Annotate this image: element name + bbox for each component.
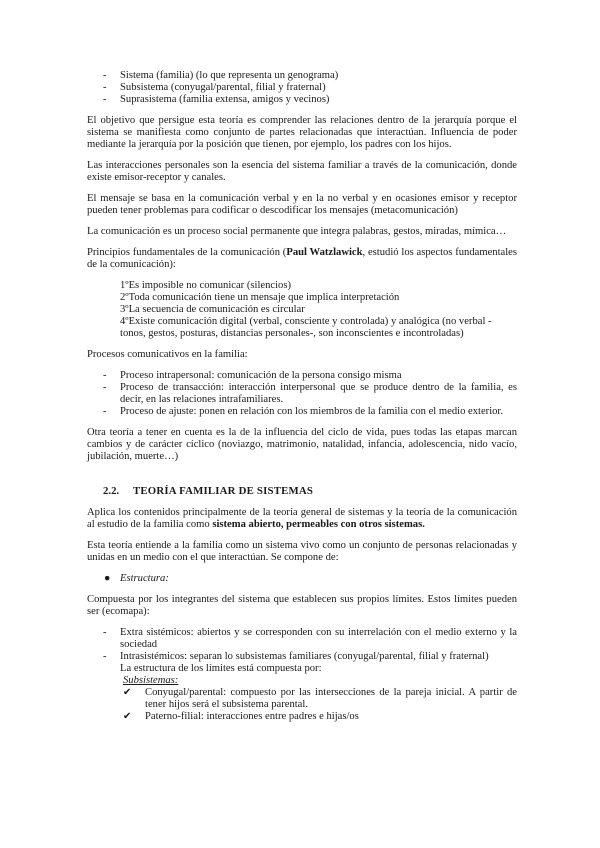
dash-icon: - — [103, 406, 107, 417]
check-icon: ✔ — [123, 711, 132, 722]
paragraph-objective: El objetivo que persigue esta teoría es comprender las relaciones dentro de la jerarquía porque el sistema se manifiesta como conjunto de partes relacionadas que interactúan. Influencia de poder mediante la jerarquía por la posición que tienen, por ejemplo, los padres con los hijos. — [87, 115, 517, 150]
paragraph-theory: Esta teoría entiende a la familia como un sistema vivo como un conjunto de personas relacionadas y unidas en un medio con el que interactúan. Se compone de: — [87, 540, 517, 563]
principle-item: 1ºEs imposible no comunicar (silencios) — [120, 280, 291, 291]
paragraph-life-cycle: Otra teoría a tener en cuenta es la de la influencia del ciclo de vida, pues todas las etapas marcan cambios y de carácter cíclico (noviazgo, matrimonio, natalidad, infancia, adolescencia, nido vacío, jubilación, muerte…) — [87, 427, 517, 462]
section-heading — [87, 485, 517, 497]
open-system-emphasis: sistema abierto, permeables con otros sistemas. — [212, 519, 425, 530]
paragraph-limits: Compuesta por los integrantes del sistema que establecen sus propios límites. Estos límites pueden ser (ecomapa): — [87, 594, 517, 617]
paragraph-applies: Aplica los contenidos principalmente de la teoría general de sistemas y la teoría de la comunicación al estudio de la familia como sistema abierto, permeables con otros sistemas. — [87, 507, 517, 530]
paragraph-processes-intro: Procesos comunicativos en la familia: — [87, 349, 248, 360]
subsystems-list — [123, 687, 517, 723]
list-item: - Suprasistema (familia extensa, amigos y vecinos) — [103, 94, 330, 105]
principle-item: 3ºLa secuencia de comunicación es circular — [120, 304, 305, 315]
section-number: 2.2. — [103, 485, 120, 497]
dash-icon: - — [103, 651, 107, 662]
list-item: ✔ Paterno-filial: interacciones entre padres e hijas/os — [123, 711, 359, 722]
list-item: - Proceso de transacción: interacción interpersonal que se produce dentro de la familia, es decir, en las relaciones intrafamiliares. — [103, 382, 517, 405]
list-item: - Extra sistémicos: abiertos y se corresponden con su interrelación con el medio externo y la sociedad — [103, 627, 517, 650]
list-item: - Sistema (familia) (lo que representa un genograma) — [103, 70, 339, 81]
dash-icon: - — [103, 627, 107, 638]
principle-item: 2ºToda comunicación tiene un mensaje que implica interpretación — [120, 292, 400, 303]
dash-icon: - — [103, 70, 107, 81]
dash-icon: - — [103, 382, 107, 393]
principles-list — [120, 280, 517, 340]
dash-icon: - — [103, 370, 107, 381]
bullet-structure: ● Estructura: — [104, 573, 169, 584]
list-item: - Proceso intrapersonal: comunicación de la persona consigo misma — [103, 370, 402, 381]
subsystems-title: Subsistemas: — [123, 675, 179, 686]
list-item: - Subsistema (conyugal/parental, filial y fraternal) — [103, 82, 326, 93]
principle-item: 4ºExiste comunicación digital (verbal, consciente y controlada) y analógica (no verbal -tonos, gestos, posturas, distancias personales-, son inconscientes e incontroladas) — [120, 316, 492, 339]
paragraph-interactions: Las interacciones personales son la esencia del sistema familiar a través de la comunicación, donde existe emisor-receptor y canales. — [87, 160, 517, 183]
dash-icon: - — [103, 82, 107, 93]
limits-list — [87, 627, 517, 663]
paragraph-principles-intro: Principios fundamentales de la comunicación (Paul Watzlawick, estudió los aspectos fundamentales de la comunicación): — [87, 247, 518, 270]
check-icon: ✔ — [123, 687, 132, 698]
list-item: - Intrasistémicos: separan lo subsistemas familiares (conyugal/parental, filial y fraternal) — [103, 651, 489, 662]
processes-list — [87, 370, 517, 418]
limits-note: La estructura de los límites está compuesta por: — [120, 663, 322, 674]
dash-icon: - — [103, 94, 107, 105]
system-levels-list — [87, 70, 517, 106]
list-item: - Proceso de ajuste: ponen en relación con los miembros de la familia con el medio exterior. — [103, 406, 504, 417]
page-content — [87, 70, 517, 723]
section-title: TEORÍA FAMILIAR DE SISTEMAS — [133, 485, 314, 497]
list-item: ✔ Conyugal/parental: compuesto por las intersecciones de la pareja inicial. A partir de tener hijos será el subsistema parental. — [123, 687, 517, 710]
paragraph-message: El mensaje se basa en la comunicación verbal y en la no verbal y en ocasiones emisor y receptor pueden tener problemas para codificar o descodificar los mensajes (metacomunicación) — [87, 193, 517, 216]
paragraph-communication: La comunicación es un proceso social permanente que integra palabras, gestos, miradas, mímica… — [87, 226, 507, 237]
bullet-icon: ● — [104, 573, 111, 584]
limits-structure-block — [120, 663, 517, 723]
author-name: Paul Watzlawick — [286, 247, 363, 258]
